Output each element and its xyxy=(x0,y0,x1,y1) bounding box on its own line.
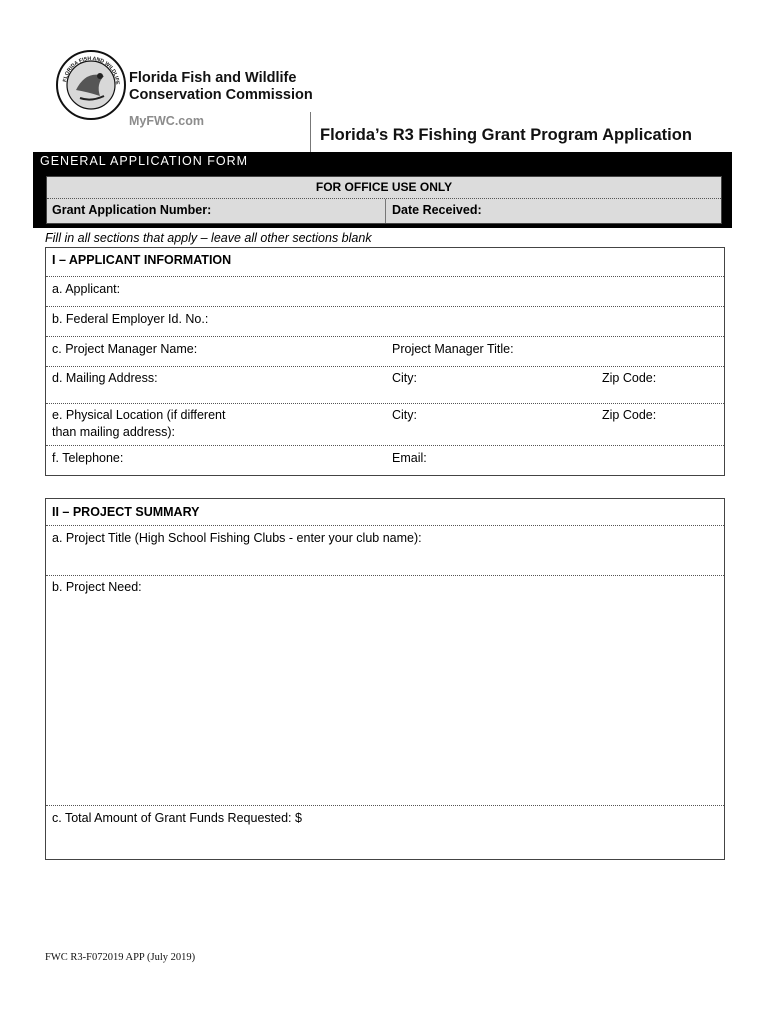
row-divider xyxy=(46,575,724,576)
physical-city-field[interactable]: City: xyxy=(392,408,417,422)
office-use-title: FOR OFFICE USE ONLY xyxy=(315,180,453,194)
agency-name-line2: Conservation Commission xyxy=(129,87,313,103)
agency-name xyxy=(129,70,313,104)
federal-employer-id-field[interactable]: b. Federal Employer Id. No.: xyxy=(52,312,209,326)
telephone-field[interactable]: f. Telephone: xyxy=(52,451,124,465)
office-use-divider xyxy=(385,199,386,223)
project-manager-name-field[interactable]: c. Project Manager Name: xyxy=(52,342,198,356)
section-1-heading: I – APPLICANT INFORMATION xyxy=(52,253,232,267)
agency-name-line1: Florida Fish and Wildlife xyxy=(129,70,297,86)
row-divider xyxy=(46,445,724,446)
physical-location-field[interactable] xyxy=(52,407,225,441)
mailing-address-field[interactable]: d. Mailing Address: xyxy=(52,371,158,385)
physical-location-line2: than mailing address): xyxy=(52,425,175,439)
grant-funds-requested-field[interactable]: c. Total Amount of Grant Funds Requested: $ xyxy=(52,811,302,825)
row-divider xyxy=(46,805,724,806)
physical-zip-field[interactable]: Zip Code: xyxy=(602,408,657,422)
fwc-seal-logo xyxy=(56,50,126,120)
mailing-zip-field[interactable]: Zip Code: xyxy=(602,371,657,385)
form-type-label: GENERAL APPLICATION FORM xyxy=(40,154,249,168)
row-divider xyxy=(46,336,724,337)
section-2-heading: II – PROJECT SUMMARY xyxy=(52,505,200,519)
row-divider xyxy=(46,403,724,404)
physical-location-line1: e. Physical Location (if different xyxy=(52,408,226,422)
project-title-field[interactable]: a. Project Title (High School Fishing Clubs - enter your club name): xyxy=(52,531,422,545)
project-manager-title-field[interactable]: Project Manager Title: xyxy=(392,342,514,356)
project-need-field[interactable]: b. Project Need: xyxy=(52,580,142,594)
applicant-field[interactable]: a. Applicant: xyxy=(52,282,121,296)
website-label: MyFWC.com xyxy=(129,114,204,128)
applicant-information-section xyxy=(45,247,725,476)
email-field[interactable]: Email: xyxy=(392,451,427,465)
svg-text:FLORIDA FISH AND WILDLIFE: FLORIDA FISH AND WILDLIFE xyxy=(62,55,121,85)
mailing-city-field[interactable]: City: xyxy=(392,371,417,385)
instructions-text: Fill in all sections that apply – leave all other sections blank xyxy=(45,231,372,245)
date-received-field[interactable]: Date Received: xyxy=(392,203,482,217)
row-divider xyxy=(46,525,724,526)
form-footer-code: FWC R3-F072019 APP (July 2019) xyxy=(45,952,196,963)
row-divider xyxy=(46,306,724,307)
grant-application-number-field[interactable]: Grant Application Number: xyxy=(52,203,212,217)
row-divider xyxy=(46,366,724,367)
title-divider xyxy=(310,112,311,152)
row-divider xyxy=(46,276,724,277)
page-title: Florida’s R3 Fishing Grant Program Application xyxy=(320,126,692,144)
